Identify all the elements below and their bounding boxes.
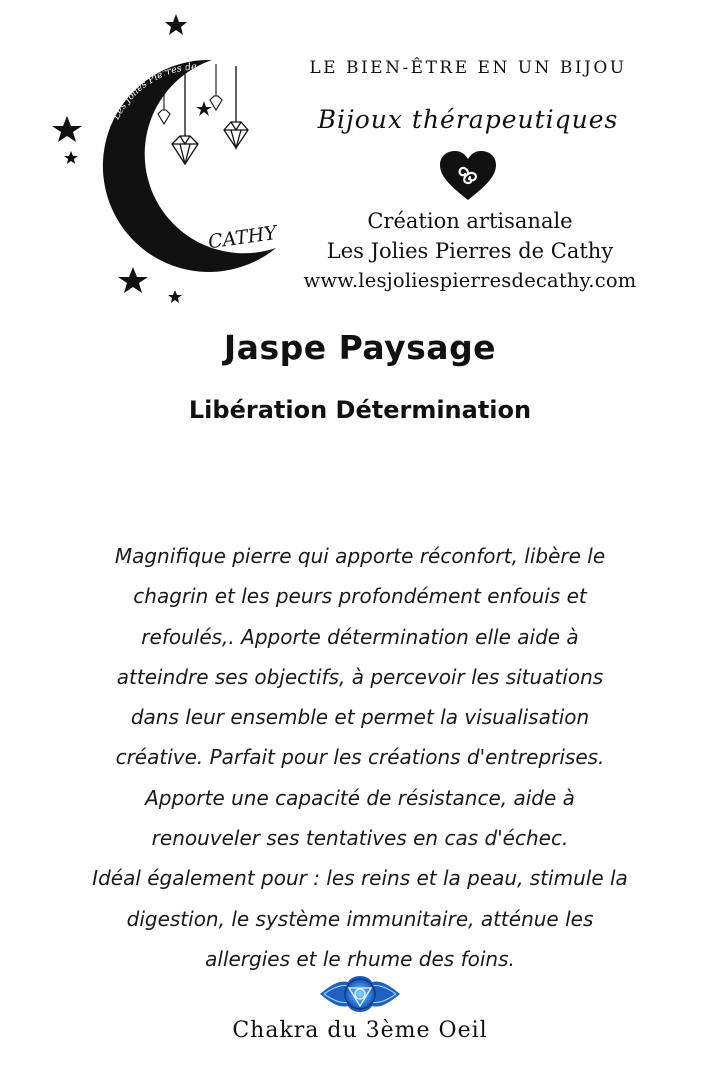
logo-arc-textpath: Les Jolies Pierres de — [110, 61, 198, 122]
star-icon — [52, 116, 82, 142]
description-line: Magnifique pierre qui apporte réconfort, libère le — [114, 544, 606, 568]
stone-description — [12, 536, 708, 979]
description-line: Apporte une capacité de résistance, aide à — [145, 785, 575, 810]
star-icon — [196, 101, 212, 116]
description-line: renouveler ses tentatives en cas d'échec. — [151, 826, 569, 851]
description-line: chagrin et les peurs profondément enfouis et — [133, 584, 587, 609]
creation-line: Création artisanale — [367, 209, 573, 233]
star-icon — [168, 290, 182, 303]
script-title: Bijoux thérapeutiques — [317, 105, 619, 134]
star-icon — [165, 14, 187, 35]
logo-name: CATHY — [206, 221, 279, 254]
description-line: Idéal également pour : les reins et la peau, stimule la — [92, 866, 628, 891]
star-icon — [118, 267, 148, 293]
description-line: digestion, le système immunitaire, atténue les — [126, 906, 594, 931]
chakra-label: Chakra du 3ème Oeil — [232, 1018, 488, 1043]
triskele-heart-icon — [438, 150, 498, 202]
website-link[interactable]: www.lesjoliespierresdecathy.com — [303, 269, 637, 292]
description-line: refoulés,. Apporte détermination elle aide à — [141, 624, 579, 649]
hanging-diamond-icon — [224, 66, 248, 148]
stone-title: Jaspe Paysage — [223, 328, 497, 367]
header-info — [250, 206, 690, 296]
brand-line: Les Jolies Pierres de Cathy — [326, 239, 614, 263]
tagline: LE BIEN-ÊTRE EN UN BIJOU — [309, 58, 627, 78]
description-line: créative. Parfait pour les créations d'entreprises. — [115, 745, 605, 770]
description-line: dans leur ensemble et permet la visualisation — [130, 705, 590, 730]
description-line: atteindre ses objectifs, à percevoir les situations — [116, 664, 604, 689]
description-line: allergies et le rhume des foins. — [205, 946, 515, 971]
third-eye-chakra-icon — [318, 970, 402, 1018]
stone-subtitle: Libération Détermination — [188, 396, 532, 424]
hanging-diamond-icon — [210, 64, 222, 110]
star-icon — [64, 151, 78, 164]
